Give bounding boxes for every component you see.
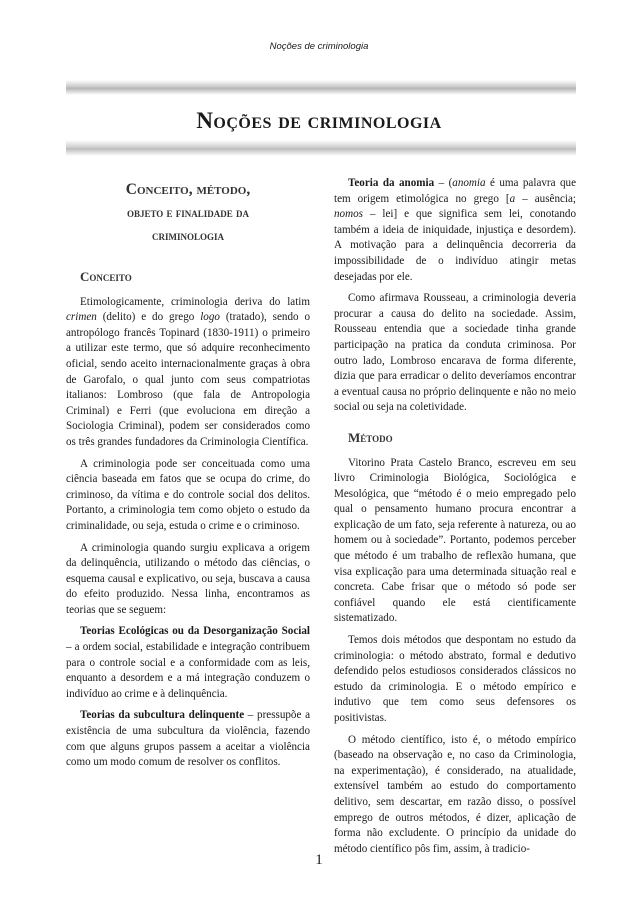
- text-run: (delito) e do grego: [96, 311, 201, 324]
- italic-term: a: [509, 192, 516, 205]
- subheading-metodo: Método: [348, 429, 393, 445]
- running-head: Noções de criminologia: [269, 41, 369, 52]
- paragraph: [66, 624, 310, 702]
- subheading-conceito: Conceito: [80, 269, 132, 284]
- bold-term: Teoria da anomia: [348, 177, 435, 189]
- text-run: – lei] e que significa sem lei, conotando também a ideia de iniquidade, injustiça e desordem). A motivação para a delinquência decorreria da impossibilidade de o indivíduo atingir metas desejadas por ele.: [334, 208, 576, 283]
- paragraph: Vitorino Prata Castelo Branco, escreveu em seu livro Criminologia Biológica, Sociológica e Mesológica, que “método é o meio empregado pelo qual o pensamento humano procura encontrar a explicação de um fato, seja referente à natureza, ou ao homem ou à sociedade”. Portanto, podemos perceber que método é um trabalho de reflexão humana, que visa explicação para uma determinada situação real e concreta. Cabe frisar que o método só pode ser confiável quando ele está cientificamente sistematizado.: [334, 456, 576, 625]
- bold-term: Teorias da subcultura delinquente: [80, 709, 245, 722]
- paragraph: [334, 176, 576, 285]
- text-run: – (: [434, 177, 453, 189]
- paragraph: Temos dois métodos que despontam no estudo da criminologia: o método abstrato, formal e dedutivo defendido pelos estudiosos considerados clássicos no estudo da criminologia. E o método empírico e indutivo que tem como seus defensores os positivistas.: [334, 634, 576, 724]
- chapter-title: Noções de criminologia: [196, 108, 442, 133]
- italic-term: logo: [200, 311, 220, 324]
- section-title: [66, 176, 310, 247]
- text-run: – a ordem social, estabilidade e integração contribuem para o controle social e a conformidade com as leis, enquanto a desordem e a má integração conduzem o indivíduo ao crime e à delinquência.: [66, 641, 310, 700]
- italic-term: nomos: [334, 208, 363, 221]
- text-run: (tratado), sendo o antropólogo francês Topinard (1830-1911) o primeiro a utilizar este termo, que só adquire reconhecimento oficial, sendo aceito internacionalmente graças à obra de Garofalo, o qual junto com seus compatriotas italianos: Lombroso (que fala de Antropologia Criminal) e Ferri (que evoluciona em direção a Sociologia Criminal), podem ser considerados como os três grandes fundadores da Criminologia Científica.: [66, 311, 311, 448]
- right-column: [334, 176, 576, 863]
- text-run: Etimologicamente, criminologia deriva do latim: [80, 295, 310, 308]
- bold-term: Teorias Ecológicas ou da Desorganização Social: [80, 625, 310, 638]
- text-run: – pressupõe a existência de uma subcultura da violência, fazendo com que alguns grupos passem a aceitar a violência como um modo comum de resolver os conflitos.: [66, 709, 310, 769]
- paragraph: [66, 708, 310, 770]
- italic-term: crimen: [66, 311, 97, 324]
- section-title-line-1: Conceito, método,: [125, 181, 251, 198]
- paragraph: Como afirmava Rousseau, a criminologia deveria procurar a causa do delito na sociedade. Assim, Rousseau entendia que a sociedade tinha grande participação na pratica da conduta criminosa. Por outro lado, Lombroso encarava de forma diferente, dizia que para erradicar o delito deveríamos encontrar a eventual causa no próprio delinquente e não no meio social ou seja na coletividade.: [334, 292, 576, 414]
- paragraph: A criminologia pode ser conceituada como uma ciência baseada em fatos que se ocupa do crime, do criminoso, da vítima e do controle social dos delitos. Portanto, a criminologia tem como objeto o estudo da criminalidade, ou seja, estuda o crime e o criminoso.: [66, 457, 310, 532]
- text-run: – ausência;: [515, 192, 577, 205]
- page-number: 1: [315, 852, 323, 868]
- italic-term: anomia: [452, 177, 486, 189]
- section-title-line-2: objeto e finalidade da: [126, 205, 250, 220]
- paragraph: [66, 295, 310, 451]
- paragraph: O método científico, isto é, o método empírico (baseado na observação e, no caso da Criminologia, na experimentação), é considerado, na atualidade, extensível também ao estudo do comportamento delitivo, sem descartar, em razão disso, o possível emprego de outros métodos, é dizer, aplicação de forma não excludente. O princípio da unidade do método científico pôs fim, assim, à tradicio-: [334, 733, 576, 855]
- left-column: [66, 176, 310, 777]
- text-run: é uma palavra que tem origem etimológica no grego [: [334, 177, 576, 205]
- title-rule: [66, 140, 576, 156]
- paragraph: A criminologia quando surgiu explicava a origem da delinquência, utilizando o método das ciências, o esquema causal e explicativo, ou seja, buscava a causa do efeito produzido. Nessa linha, encontramos as teorias que se seguem:: [66, 541, 310, 616]
- section-title-line-3: criminologia: [151, 228, 224, 243]
- header-rule: [66, 80, 576, 95]
